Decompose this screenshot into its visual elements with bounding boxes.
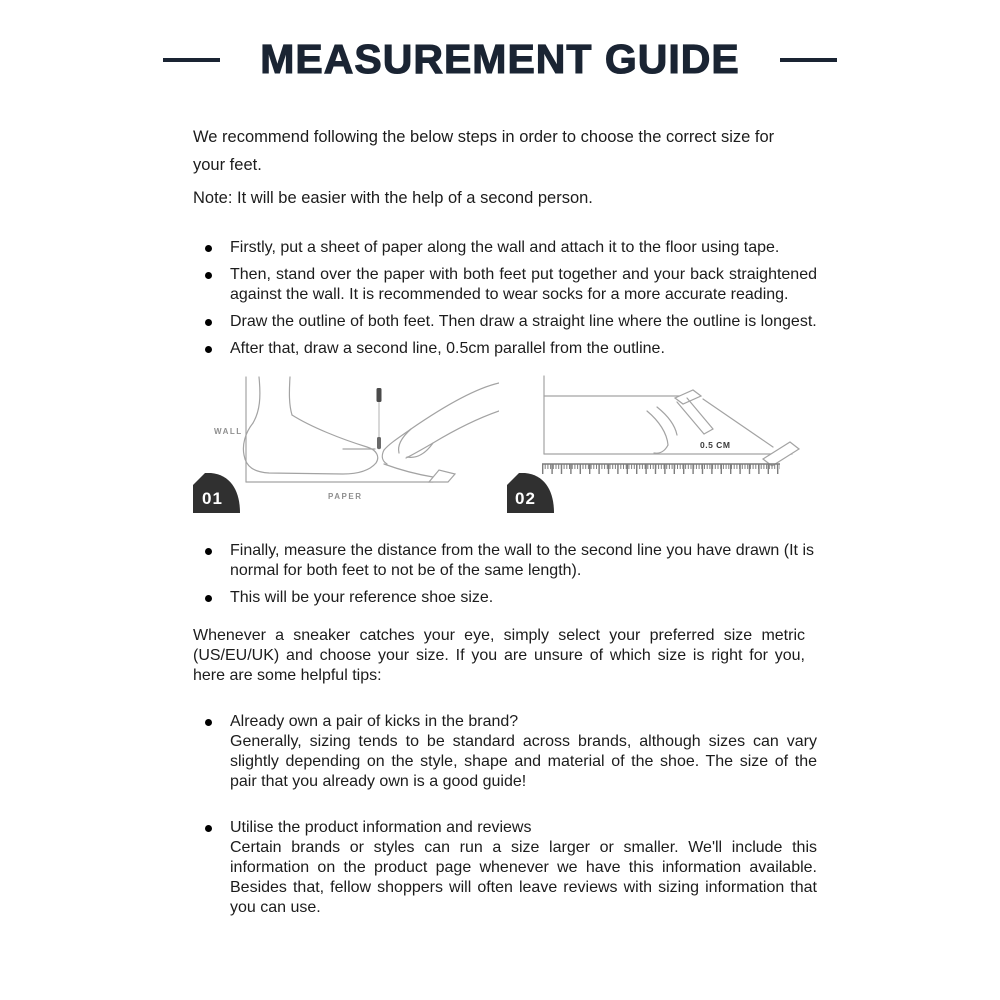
list-item xyxy=(193,312,817,332)
bullet-dot xyxy=(205,319,212,326)
step-2-number: 02 xyxy=(515,489,536,508)
pencil-body-end xyxy=(704,429,713,434)
page-header xyxy=(0,36,1000,83)
tip-body: Generally, sizing tends to be standard across brands, although sizes can vary slightly depending on the style, shape and material of the shoe. The size of the pair that you already own is a good guide! xyxy=(230,733,817,790)
title-right-dash xyxy=(780,58,837,62)
tip-block xyxy=(230,818,817,918)
intro-paragraph: We recommend following the below steps in order to choose the correct size for your feet. xyxy=(193,128,775,174)
tip-block xyxy=(230,712,817,792)
tip-title: Utilise the product information and reviews xyxy=(230,819,532,836)
list-item xyxy=(193,588,817,608)
step-2-badge xyxy=(507,473,554,513)
foot-outline xyxy=(243,415,377,474)
bullet-dot xyxy=(205,719,212,726)
page-title: MEASUREMENT GUIDE xyxy=(260,36,740,82)
diagram-step-2 xyxy=(507,371,813,513)
bullet-dot xyxy=(205,346,212,353)
title-left-dash xyxy=(163,58,220,62)
tip-body: Certain brands or styles can run a size larger or smaller. We'll include this information on the product page whenever we have this information available. Besides that, fellow shoppers will often leave reviews with sizing information that you can use. xyxy=(230,839,817,916)
pencil-body-line-1 xyxy=(677,402,704,434)
bullet-dot xyxy=(205,548,212,555)
list-item xyxy=(193,339,817,359)
paper-corner-flap xyxy=(429,470,455,482)
foot-outline-arc-3 xyxy=(654,445,668,453)
step-text: Draw the outline of both feet. Then draw a straight line where the outline is longest. xyxy=(230,313,817,330)
pencil-tip-mark xyxy=(377,437,381,449)
foot-outline-arc-1 xyxy=(657,407,677,435)
pencil-top-mark xyxy=(377,388,382,402)
note-paragraph: Note: It will be easier with the help of a second person. xyxy=(193,189,593,207)
finger-curl-3 xyxy=(382,450,387,464)
tips-list xyxy=(193,712,817,918)
bullet-dot xyxy=(205,595,212,602)
step-1-number: 01 xyxy=(202,489,223,508)
bullet-dot xyxy=(205,825,212,832)
tip-item xyxy=(193,818,817,918)
step-text: After that, draw a second line, 0.5cm parallel from the outline. xyxy=(230,340,665,357)
leg-back-line xyxy=(253,377,260,423)
step-text: This will be your reference shoe size. xyxy=(230,589,494,606)
diagram-row xyxy=(193,371,817,513)
foot-outline-arc-2 xyxy=(647,411,668,445)
list-item xyxy=(193,541,817,581)
step-text: Firstly, put a sheet of paper along the wall and attach it to the floor using tape. xyxy=(230,239,780,256)
paper-diagonal xyxy=(384,464,433,477)
step-text: Then, stand over the paper with both feet put together and your back straightened against the wall. It is recommended to wear socks for a more accurate reading. xyxy=(230,266,817,303)
tip-title: Already own a pair of kicks in the brand? xyxy=(230,713,519,730)
bullet-dot xyxy=(205,272,212,279)
pencil-tip xyxy=(675,390,701,404)
paper-label: PAPER xyxy=(328,492,363,501)
step-text: Finally, measure the distance from the wall to the second line you have drawn (It is normal for both feet to not be of the same length). xyxy=(230,542,814,579)
step-1-badge xyxy=(193,473,240,513)
diagram-step-1 xyxy=(193,371,499,513)
wall-label: WALL xyxy=(214,427,243,436)
sizing-intro-paragraph: Whenever a sneaker catches your eye, simply select your preferred size metric (US/EU/UK) and choose your size. If you are unsure of which size is right for you, here are some helpful tips: xyxy=(193,627,805,684)
leg-front-line xyxy=(289,377,292,415)
distance-label: 0.5 CM xyxy=(700,440,731,450)
list-item xyxy=(193,265,817,305)
tip-item xyxy=(193,712,817,792)
measurement-steps-list xyxy=(193,238,817,359)
content-column xyxy=(193,123,817,918)
bullet-dot xyxy=(205,245,212,252)
list-item xyxy=(193,238,817,258)
final-steps-list xyxy=(193,541,817,608)
hand-outline-2 xyxy=(406,411,499,458)
